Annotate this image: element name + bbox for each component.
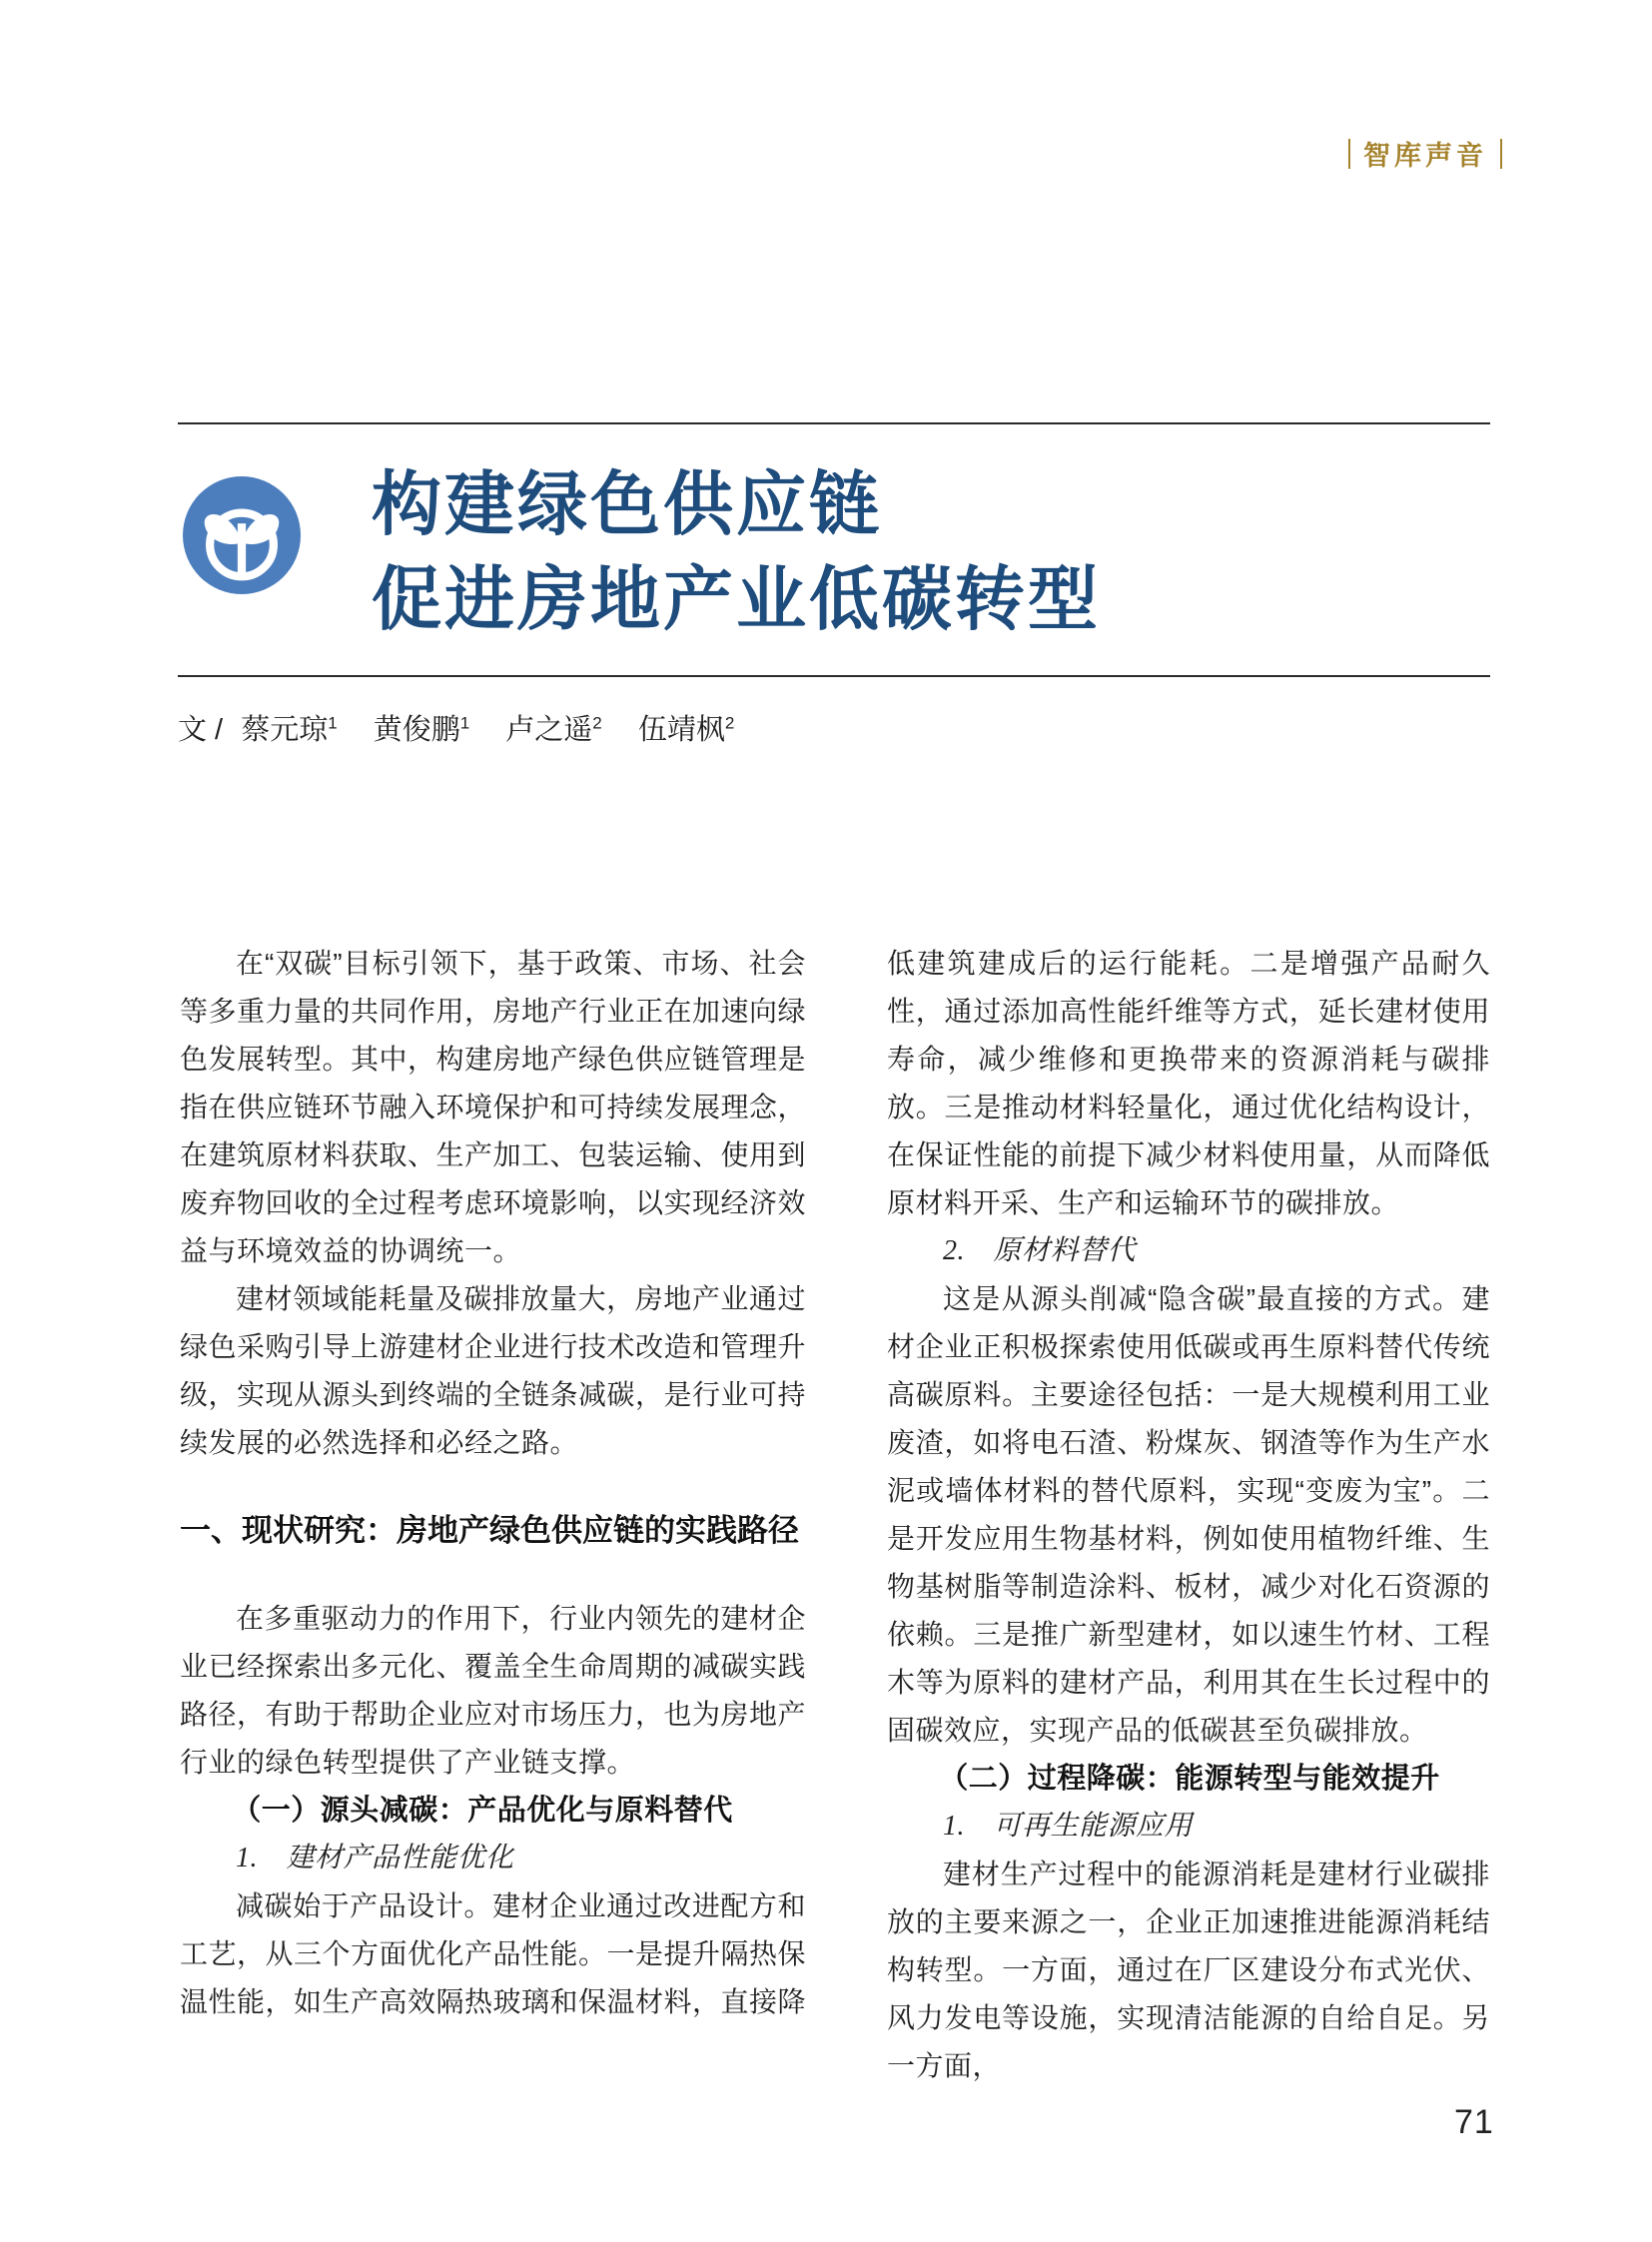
left-column: [180, 940, 806, 2026]
tag-right-bar: [1500, 139, 1502, 169]
sprout-in-circle-icon: [183, 476, 301, 594]
column-tag: [1348, 134, 1502, 173]
byline-prefix: 文 /: [178, 714, 224, 746]
numbered-heading: 1. 可再生能源应用: [943, 1811, 1194, 1842]
tag-label: 智库声音: [1363, 141, 1487, 171]
paragraph: 建材领域能耗量及碳排放量大，房地产业通过绿色采购引导上游建材企业进行技术改造和管理升级，实现从源头到终端的全链条减碳，是行业可持续发展的必然选择和必经之路。: [180, 1283, 807, 1458]
section-heading: 一、现状研究：房地产绿色供应链的实践路径: [180, 1513, 799, 1548]
author-name: 蔡元琼: [241, 714, 329, 746]
author: [638, 714, 734, 746]
author-affiliation-mark: 1: [328, 713, 338, 733]
author-affiliation-mark: 2: [592, 713, 602, 733]
author-name: 卢之遥: [505, 714, 593, 746]
author: [374, 714, 469, 746]
paragraph: 减碳始于产品设计。建材企业通过改进配方和工艺，从三个方面优化产品性能。一是提升隔热保温性能，如生产高效隔热玻璃和保温材料，直接降: [180, 1890, 807, 2017]
article-title-line2: 促进房地产业低碳转型: [372, 560, 1101, 638]
tag-left-bar: [1348, 139, 1350, 169]
byline: [178, 707, 762, 748]
numbered-heading: 1. 建材产品性能优化: [236, 1843, 514, 1873]
author: [505, 714, 601, 746]
article-title-line1: 构建绿色供应链: [372, 465, 882, 543]
author: [241, 714, 337, 746]
page-number: 71: [1454, 2103, 1494, 2141]
top-rule: [178, 422, 1490, 424]
author-name: 黄俊鹏: [373, 714, 460, 746]
byline-rule: [178, 675, 1490, 677]
paragraph: 建材生产过程中的能源消耗是建材行业碳排放的主要来源之一，企业正加速推进能源消耗结构转型。一方面，通过在厂区建设分布式光伏、风力发电等设施，实现清洁能源的自给自足。另一方面，: [887, 1859, 1490, 2081]
author-affiliation-mark: 1: [459, 713, 470, 733]
sub-heading: （一）源头减碳：产品优化与原料替代: [232, 1795, 733, 1827]
numbered-heading: 2. 原材料替代: [943, 1235, 1137, 1266]
paragraph: 在“双碳”目标引领下，基于政策、市场、社会等多重力量的共同作用，房地产行业正在加速向绿色发展转型。其中，构建房地产绿色供应链管理是指在供应链环节融入环境保护和可持续发展理念，在建筑原材料获取、生产加工、包装运输、使用到废弃物回收的全过程考虑环境影响，以实现经济效益与环境效益的协调统一。: [180, 948, 807, 1266]
author-name: 伍靖枫: [637, 714, 725, 746]
paragraph: 低建筑建成后的运行能耗。二是增强产品耐久性，通过添加高性能纤维等方式，延长建材使用寿命，减少维修和更换带来的资源消耗与碳排放。三是推动材料轻量化，通过优化结构设计，在保证性能的前提下减少材料使用量，从而降低原材料开采、生产和运输环节的碳排放。: [887, 948, 1490, 1218]
sub-heading: （二）过程降碳：能源转型与能效提升: [939, 1763, 1440, 1795]
paragraph: 在多重驱动力的作用下，行业内领先的建材企业已经探索出多元化、覆盖全生命周期的减碳实践路径，有助于帮助企业应对市场压力，也为房地产行业的绿色转型提供了产业链支撑。: [180, 1603, 807, 1778]
article-title: [372, 457, 1101, 647]
right-column: [887, 940, 1490, 2090]
author-affiliation-mark: 2: [724, 713, 735, 733]
paragraph: 这是从源头削减“隐含碳”最直接的方式。建材企业正积极探索使用低碳或再生原料替代传统高碳原料。主要途径包括：一是大规模利用工业废渣，如将电石渣、粉煤灰、钢渣等作为生产水泥或墙体材料的替代原料，实现“变废为宝”。二是开发应用生物基材料，例如使用植物纤维、生物基树脂等制造涂料、板材，减少对化石资源的依赖。三是推广新型建材，如以速生竹材、工程木等为原料的建材产品，利用其在生长过程中的固碳效应，实现产品的低碳甚至负碳排放。: [887, 1283, 1490, 1746]
